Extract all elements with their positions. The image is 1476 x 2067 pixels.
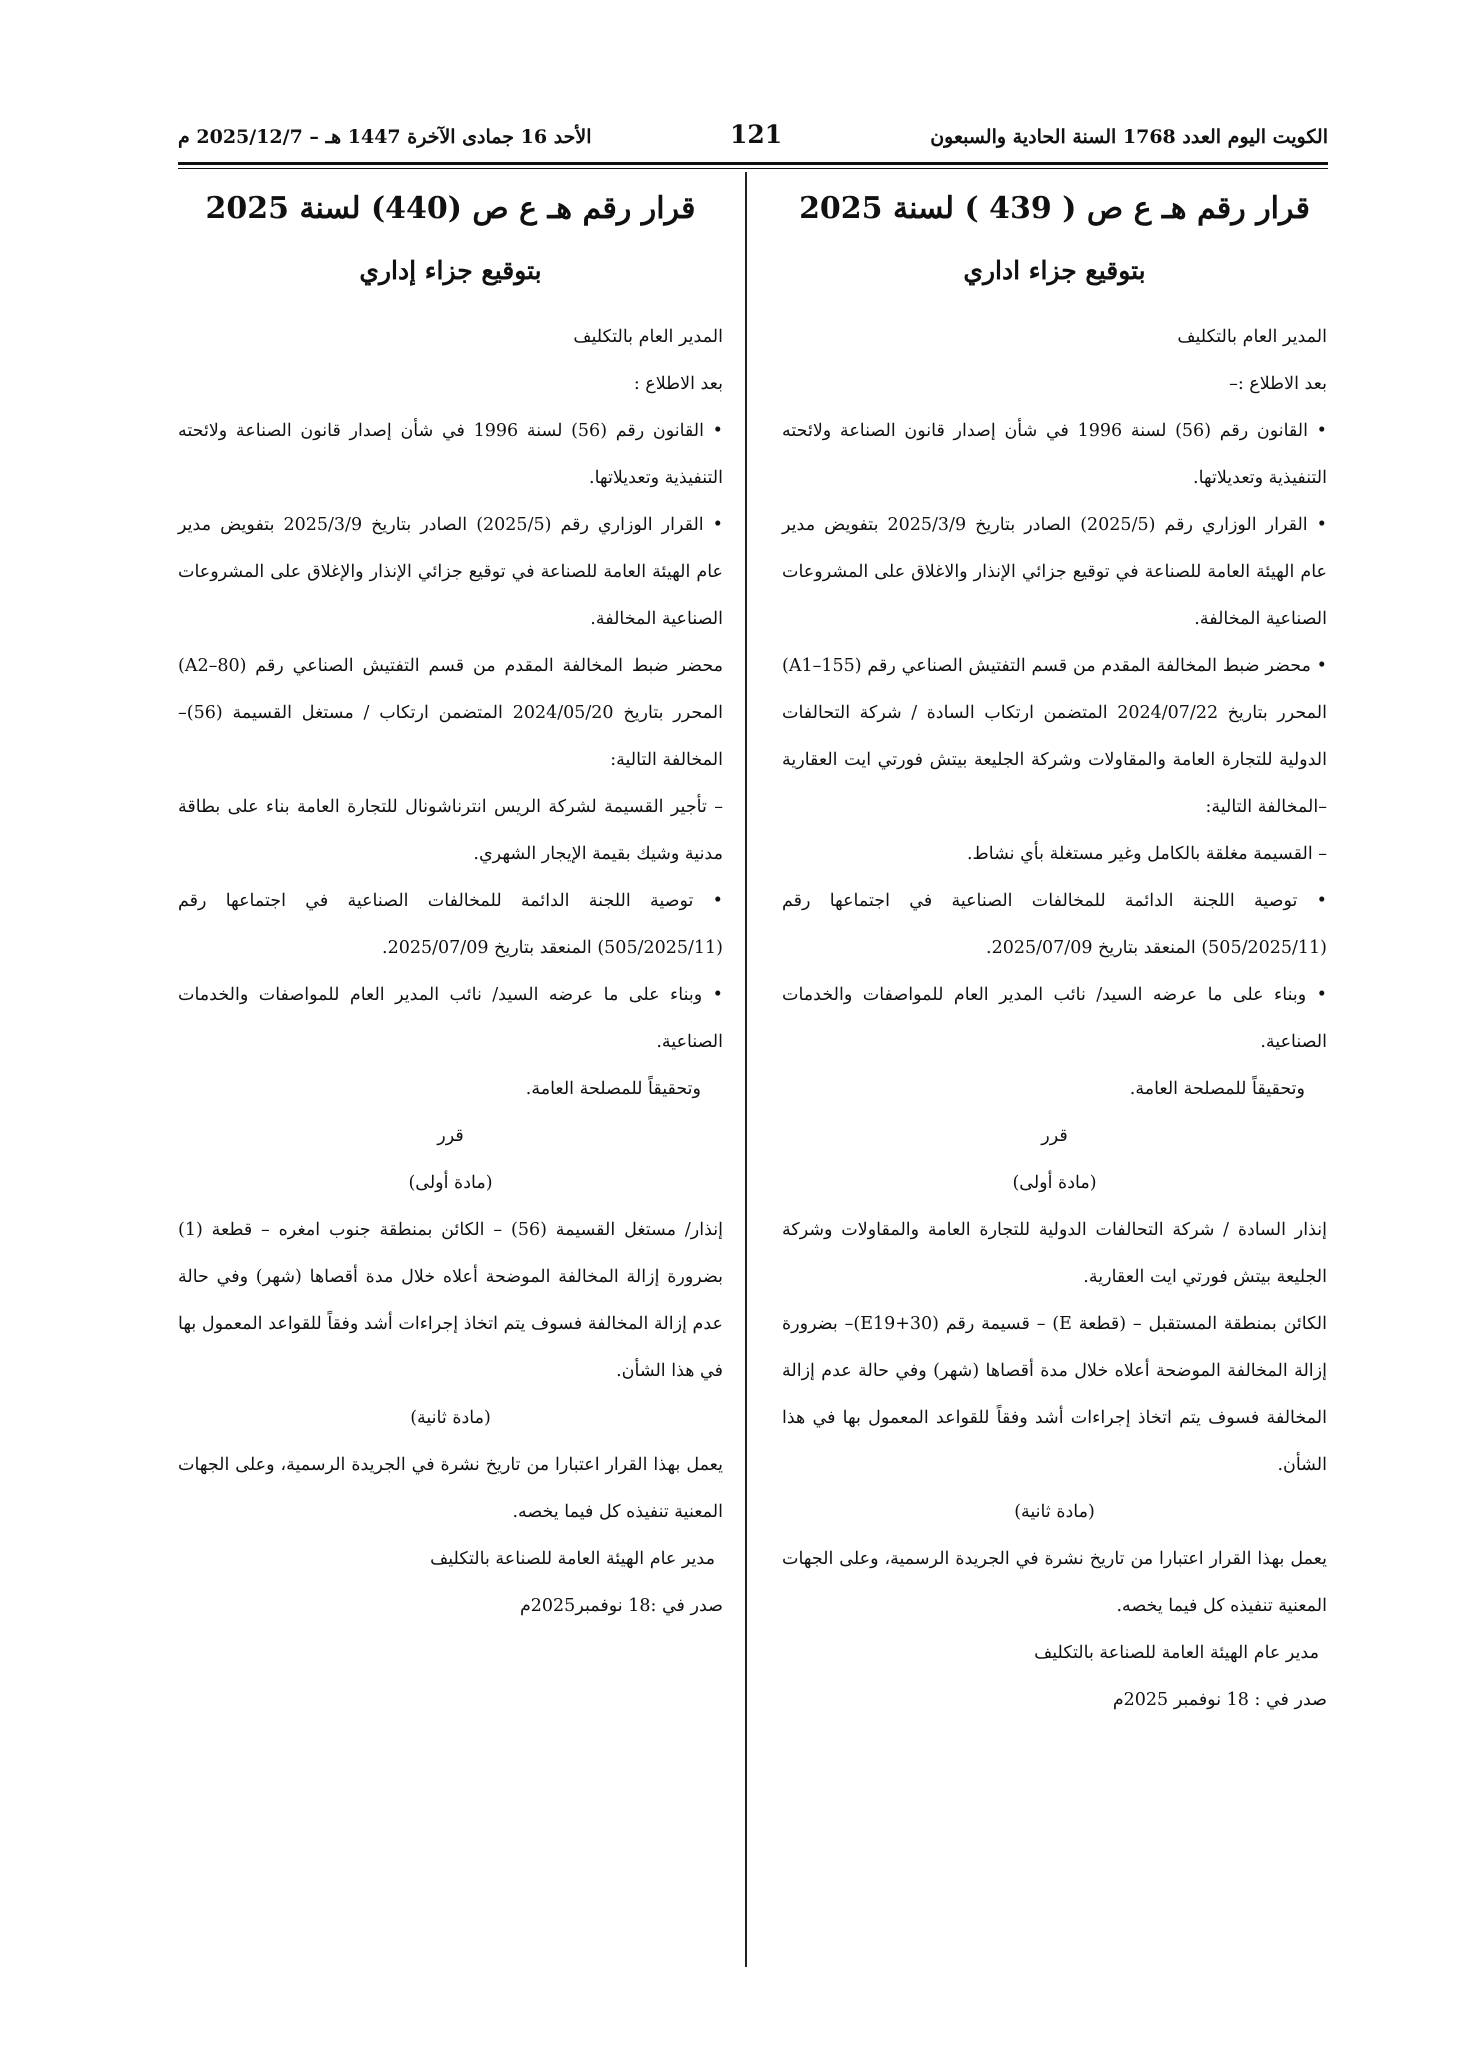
decision-439 xyxy=(782,178,1327,1724)
preamble-item-report: • محضر ضبط المخالفة المقدم من قسم التفتيش الصناعي رقم (A1–155) المحرر بتاريخ 2024/07/22 المتضمن ارتكاب السادة / شركة التحالفات الدولية للتجارة العامة والمقاولات وشركة الجليعة بيتش فورتي ايت العقارية –المخالفة التالية: xyxy=(782,656,1327,817)
article-2-title: (مادة ثانية) xyxy=(410,1408,491,1428)
header-rule-thin xyxy=(178,168,1328,169)
preamble-item-law: • القانون رقم (56) لسنة 1996 في شأن إصدار قانون الصناعة ولائحته التنفيذية وتعديلاتها. xyxy=(782,421,1327,488)
preamble-item-committee: • توصية اللجنة الدائمة للمخالفات الصناعية في اجتماعها رقم (505/2025/11) المنعقد بتاريخ 2025/07/09. xyxy=(178,891,723,958)
preamble-item-deputy: • وبناء على ما عرضه السيد/ نائب المدير العام للمواصفات والخدمات الصناعية. xyxy=(782,985,1327,1052)
after-review: بعد الاطلاع : xyxy=(633,374,723,394)
issue-date: الأحد 16 جمادى الآخرة 1447 هـ – 2025/12/7 م xyxy=(178,126,592,148)
decision-title: قرار رقم هـ ع ص ( 439 ) لسنة 2025 xyxy=(799,191,1310,226)
signature-line: مدير عام الهيئة العامة للصناعة بالتكليف xyxy=(430,1549,715,1569)
violation-text: – تأجير القسيمة لشركة الريس انترناشونال للتجارة العامة بناء على بطاقة مدنية وشيك بقيمة الإيجار الشهري. xyxy=(178,797,723,864)
preamble-item-ministerial: • القرار الوزاري رقم (2025/5) الصادر بتاريخ 2025/3/9 بتفويض مدير عام الهيئة العامة للصناعة في توقيع جزائي الإنذار والاغلاق على المشروعات الصناعية المخالفة. xyxy=(782,515,1327,629)
article-1-title: (مادة أولى) xyxy=(1012,1173,1097,1193)
header-rule-thick xyxy=(178,162,1328,165)
preamble-item-report: محضر ضبط المخالفة المقدم من قسم التفتيش الصناعي رقم (A2–80) المحرر بتاريخ 2024/05/20 المتضمن ارتكاب / مستغل القسيمة (56)– المخالفة التالية: xyxy=(178,656,723,770)
after-review: بعد الاطلاع :– xyxy=(1229,374,1327,394)
publication-issue: الكويت اليوم العدد 1768 السنة الحادية والسبعون xyxy=(930,126,1328,148)
article-1-text: إنذار/ مستغل القسيمة (56) – الكائن بمنطقة جنوب امغره – قطعة (1) بضرورة إزالة المخالفة الموضحة أعلاه خلال مدة أقصاها (شهر) وفي حالة عدم إزالة المخالفة فسوف يتم اتخاذ إجراءات أشد وفقاً للقواعد المعمول بها في هذا الشأن. xyxy=(178,1220,724,1381)
article-2-title: (مادة ثانية) xyxy=(1014,1502,1095,1522)
violation-text: – القسيمة مغلقة بالكامل وغير مستغلة بأي نشاط. xyxy=(966,844,1327,864)
article-1-text: إنذار السادة / شركة التحالفات الدولية للتجارة العامة والمقاولات وشركة الجليعة بيتش فورتي ايت العقارية. xyxy=(782,1220,1327,1287)
article-1-title: (مادة أولى) xyxy=(408,1173,493,1193)
decision-subtitle: بتوقيع جزاء اداري xyxy=(963,256,1146,285)
page-header xyxy=(178,118,1328,162)
preamble-item-ministerial: • القرار الوزاري رقم (2025/5) الصادر بتاريخ 2025/3/9 بتفويض مدير عام الهيئة العامة للصناعة في توقيع جزائي الإنذار والإغلاق على المشروعات الصناعية المخالفة. xyxy=(178,515,723,629)
issued-date: صدر في :18 نوفمبر2025م xyxy=(519,1596,723,1616)
public-interest: وتحقيقاً للمصلحة العامة. xyxy=(525,1079,701,1099)
signature-line: مدير عام الهيئة العامة للصناعة بالتكليف xyxy=(1034,1643,1319,1663)
column-divider xyxy=(745,172,747,1967)
issuing-authority: المدير العام بالتكليف xyxy=(573,327,723,347)
preamble-item-deputy: • وبناء على ما عرضه السيد/ نائب المدير العام للمواصفات والخدمات الصناعية. xyxy=(178,985,723,1052)
article-1-text-continued: الكائن بمنطقة المستقبل – (قطعة E) – قسيمة رقم (E19+30)– بضرورة إزالة المخالفة الموضحة أعلاه خلال مدة أقصاها (شهر) وفي حالة عدم إزالة المخالفة فسوف يتم اتخاذ إجراءات أشد وفقاً للقواعد المعمول بها في هذا الشأن. xyxy=(782,1314,1327,1475)
article-2-text: يعمل بهذا القرار اعتبارا من تاريخ نشرة في الجريدة الرسمية، وعلى الجهات المعنية تنفيذه كل فيما يخصه. xyxy=(178,1455,723,1522)
public-interest: وتحقيقاً للمصلحة العامة. xyxy=(1129,1079,1305,1099)
decision-440 xyxy=(178,178,723,1630)
preamble-item-committee: • توصية اللجنة الدائمة للمخالفات الصناعية في اجتماعها رقم (505/2025/11) المنعقد بتاريخ 2025/07/09. xyxy=(782,891,1327,958)
decided-heading: قرر xyxy=(437,1126,464,1146)
preamble-item-law: • القانون رقم (56) لسنة 1996 في شأن إصدار قانون الصناعة ولائحته التنفيذية وتعديلاتها. xyxy=(178,421,723,488)
decision-subtitle: بتوقيع جزاء إداري xyxy=(359,256,542,285)
page-number: 121 xyxy=(730,120,783,149)
issued-date: صدر في : 18 نوفمبر 2025م xyxy=(1112,1690,1327,1710)
decided-heading: قرر xyxy=(1041,1126,1068,1146)
article-2-text: يعمل بهذا القرار اعتبارا من تاريخ نشرة في الجريدة الرسمية، وعلى الجهات المعنية تنفيذه كل فيما يخصه. xyxy=(782,1549,1327,1616)
decision-title: قرار رقم هـ ع ص (440) لسنة 2025 xyxy=(205,191,696,226)
issuing-authority: المدير العام بالتكليف xyxy=(1177,327,1327,347)
